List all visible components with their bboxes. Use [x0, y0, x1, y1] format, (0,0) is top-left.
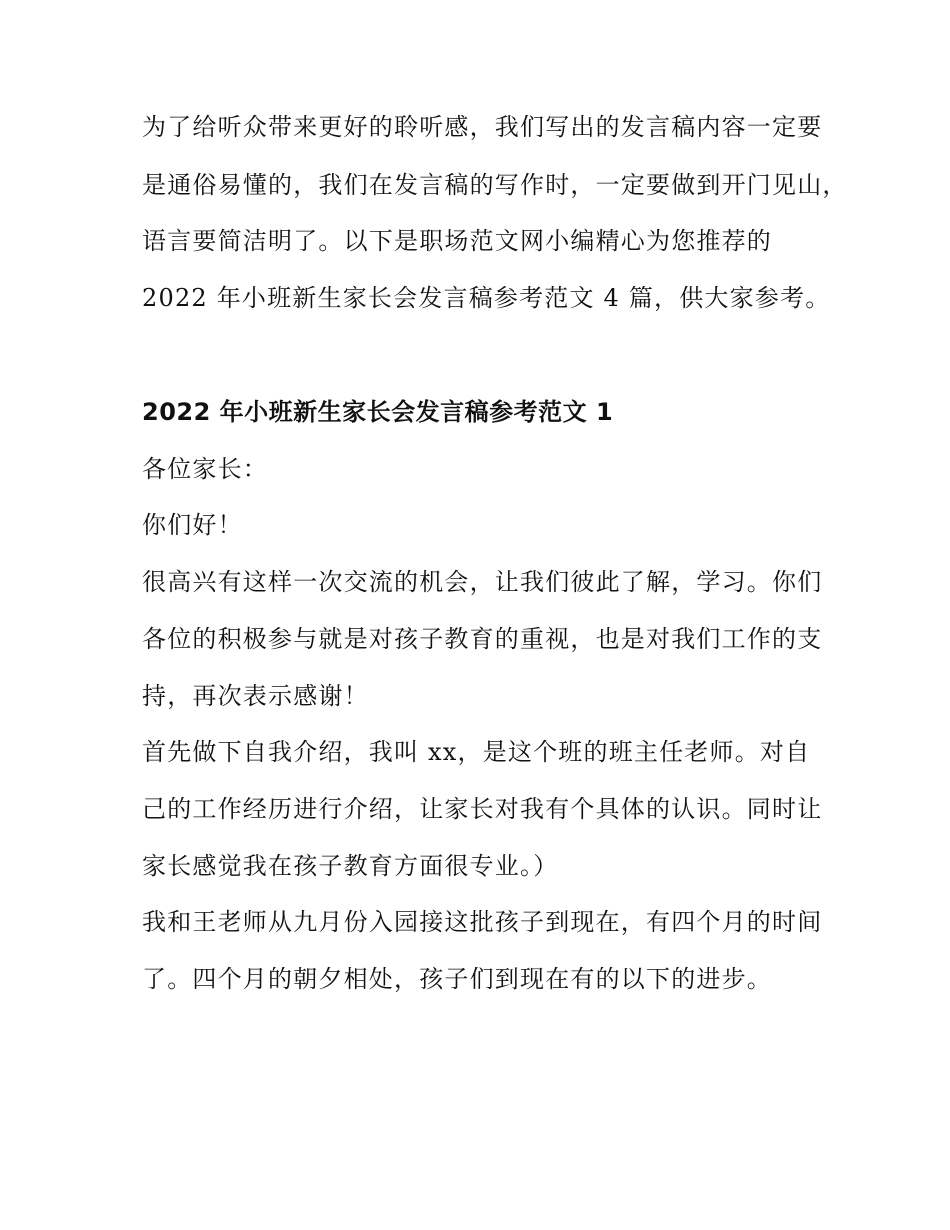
intro-paragraph-line: 是通俗易懂的，我们在发言稿的写作时，一定要做到开门见山， — [142, 171, 848, 199]
body-paragraph-line: 了。四个月的朝夕相处，孩子们到现在有的以下的进步。 — [142, 965, 772, 993]
body-paragraph-line: 首先做下自我介绍，我叫 xx，是这个班的班主任老师。对自 — [142, 738, 811, 766]
body-paragraph-line: 我和王老师从九月份入园接这批孩子到现在，有四个月的时间 — [142, 908, 823, 936]
intro-paragraph-line: 为了给听众带来更好的聆听感，我们写出的发言稿内容一定要 — [142, 113, 823, 141]
salutation: 各位家长： — [142, 455, 268, 483]
body-paragraph-line: 很高兴有这样一次交流的机会，让我们彼此了解，学习。你们 — [142, 568, 823, 596]
section-heading: 2022 年小班新生家长会发言稿参考范文 1 — [142, 398, 614, 426]
body-paragraph-line: 己的工作经历进行介绍，让家长对我有个具体的认识。同时让 — [142, 795, 823, 823]
body-paragraph-line: 各位的积极参与就是对孩子教育的重视，也是对我们工作的支 — [142, 625, 823, 653]
body-paragraph-line: 家长感觉我在孩子教育方面很专业。） — [142, 852, 559, 880]
body-paragraph-line: 持，再次表示感谢！ — [142, 682, 369, 710]
intro-paragraph-line: 语言要简洁明了。以下是职场范文网小编精心为您推荐的 — [142, 227, 772, 255]
greeting: 你们好！ — [142, 511, 243, 539]
intro-paragraph-line: 2022 年小班新生家长会发言稿参考范文 4 篇，供大家参考。 — [142, 284, 831, 312]
